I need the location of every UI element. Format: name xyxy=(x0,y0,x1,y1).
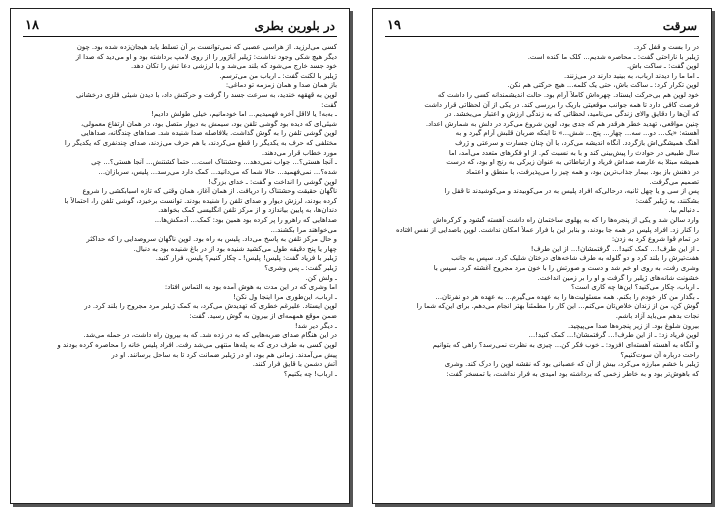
text-line: ـ بگذار من کار خودم را بکنم. همه مسئولیت‌ها را به عهده می‌گیرم... به عهده هر دو نفرتان... xyxy=(435,292,699,301)
text-line: لوپن گوشی تلفن را به گوش گذاشت. بلافاصله صدا شنیده شد. صداهای چندگانه، صداهایی xyxy=(80,129,337,138)
text-line: مورد خطاب قرار می‌دهند. xyxy=(261,148,337,157)
text-line: تصمیم می‌گرفت. xyxy=(649,177,699,186)
text-line: می‌خواهند مرا بکشند... xyxy=(270,225,337,234)
text-line: ژیلبر با خشم مبارزه می‌کرد، بیش از آن که عصبانی بود که نقشه لوپن را درک کند. وشری xyxy=(444,360,699,369)
text-line: ناگهان حقیقت وحشتناک را دریافت. از همان آغاز، همان وقتی که تازه اسبابکشی را شروع xyxy=(82,187,337,196)
text-line: ـ ارباب، این‌طوری مرا اینجا ول نکن! xyxy=(233,292,337,301)
text-line: شیئی‌ای که دیده بود گوشی تلفن بود، سیمش به دیوار متصل بود، در همان ارتفاع معمولی، xyxy=(80,119,337,128)
text-line: پیش می‌آمدند. زمانی هم بود، او در ژیلبر ضمانت کرد تا به ساحل برسانند. او در xyxy=(111,350,337,359)
text-line: لوپن گوشی را انداخت و گفت: ـ خدای بزرگ! xyxy=(208,177,337,186)
text-line: ـ دیگر دیر شد! xyxy=(294,321,337,330)
text-line: بیرون شلوغ بود. از زیر پنجره‌ها صدا می‌پیچید. xyxy=(567,321,699,330)
text-line: راحت درباره آن سوت‌کنیم؟ xyxy=(620,350,699,359)
text-line: ضمن موقع همهمه‌ای از بیرون به گوش رسید. گفت: xyxy=(189,312,337,321)
text-line: لوپن تکرار کرد: ـ ساکت باش، حتی یک کلمه... هیچ حرکتی هم نکن. xyxy=(507,81,699,90)
text-line: در ذهنش باز بود. بیمار جذاب‌ترین بود، و همه چیز را می‌پذیرفت، با منطق و اعتماد xyxy=(465,167,699,176)
text-line: همیشه مبتلا به عارضه صداش فریاد و ارتباطاتی به عنوان زیرکی به رنج او بود، که درست xyxy=(446,158,699,167)
text-line: پس از سی و یا چهل ثانیه، درحالی‌که افراد پلیس به در می‌کوبیدند و می‌کوشیدند تا قفل را xyxy=(444,187,699,196)
text-line: وارد سالن شد و یکی از پنجره‌ها را که به پهلوی ساختمان راه داشت آهسته گشود و کرکره‌اش xyxy=(433,215,699,224)
text-line: اما وشری که در این مدت به هوش آمده بود به التماس افتاد: xyxy=(164,283,337,292)
text-line: شده؟... نمی‌فهمید... حالا شما که می‌دانید... کمک دارد می‌رسد... پلیس، سربازان... xyxy=(98,167,337,176)
page-number: ۱۹ xyxy=(387,18,401,33)
text-line: ژیلبر با لکنت گفت: ـ ارباب من می‌ترسم. xyxy=(219,71,337,80)
text-line: خود جسد خارج می‌شود که بلند می‌شد و با لرزشی دعا تش را تکان دهد. xyxy=(131,62,337,71)
text-line: ـ ولش کن. xyxy=(305,273,337,282)
page-body-text xyxy=(385,43,699,379)
text-line: صداهایی که راهرو را پر کرده بود همین بود: کمک... آدمکش‌ها... xyxy=(154,215,337,224)
text-line: آتش دشمن با قایق فرار کنند. xyxy=(252,360,337,369)
page-running-title: در بلورین بطری xyxy=(254,19,335,33)
page-body-text xyxy=(23,43,337,379)
text-line: وشری رفت، به روی او خم شد و دست و صورتش را با خون مرد مجروح آغشته کرد. سپس با xyxy=(433,264,699,273)
text-line: که باهوش‌تر بود و به خاطر زخمی که برداشته بود امیدی به فرار نداشت، با تمسخر گفت: xyxy=(446,369,699,378)
text-line: خشونت شانه‌های ژیلبر را گرفت و او را بر زمین انداخت. xyxy=(537,273,699,282)
text-line: و حال مرکز تلفن به پاسخ می‌داد. پلیس به راه بود. لوپن ناگهان سروصدایی را که حداکثر xyxy=(86,235,337,244)
text-line: گفت: xyxy=(321,100,337,109)
page-running-title: سرقت xyxy=(662,19,697,33)
text-line: کرده بودند، لرزش دیوار و صدای تلفن را شنیده بودند. توانست برخیزد، گوشی تلفن را، احتمالاً با xyxy=(64,196,337,205)
text-line: ـ اما ما را دیدند ارباب، به بینید دارند در می‌زنند. xyxy=(564,71,699,80)
text-line: چهار یا پنج دقیقه طول می‌کشید شنیده بود از در باغ شنیده بود به دنبال. xyxy=(133,244,337,253)
text-line: نجات بدهم می‌باید آزاد باشم. xyxy=(615,312,699,321)
text-line: لوپن کسی به طرف دری که به پله‌ها منتهی می‌شد رفت. افراد پلیس خانه را محاصره کرده بودند و xyxy=(57,340,337,349)
text-line: ژیلبر با ناراحتی گفت: ـ محاصره شدیم... کلک ما کنده است. xyxy=(527,52,699,61)
text-line: خود لوپن هم بی‌حرکت ایستاد. چهره‌اش کاملاً آرام بود. حالت اندیشمندانه کسی را داشت که xyxy=(437,91,699,100)
text-line: در تمام قوا شروع کرد به زدن: xyxy=(611,235,699,244)
page-header xyxy=(385,17,699,37)
text-line: لوپن ایستاد. علیرغم خطری که تهدیدش می‌کرد، به کمک ژیلبر مرد مجروح را بلند کرد. در xyxy=(84,302,337,311)
page-header xyxy=(23,17,337,37)
right-page xyxy=(372,8,712,504)
text-line: ـ دنبالم بیا. xyxy=(668,206,699,215)
text-line: آهنگ همیشگی‌اش بازگردد. آنگاه اندیشه می‌کرد، با آن چنان جسارت و سرعتی و ژرف xyxy=(455,139,699,148)
text-line: لوپن گفت: ـ ساکت باش. xyxy=(627,62,699,71)
text-line: لوپن فریاد زد: ـ از این طرف!... گرفتمشان!... کمک کنید!... xyxy=(528,331,699,340)
left-page xyxy=(10,8,350,504)
text-line: ـ آنجا هستی؟... جواب نمی‌دهد... وحشتناک است... حتماً کشتنش... آنجا هستی؟... چی xyxy=(91,158,337,167)
text-line: مختلفی که حرف به یکدیگر را قطع می‌کردند، با هم حرف می‌زدند، صدای چندنفری که یکدیگر را xyxy=(64,139,337,148)
text-line: ـ ارباب! چه بکنیم؟ xyxy=(283,369,337,378)
text-line: دندان‌ها، به پایین بیاندازد و از مرکز تلفن انگلیسی کمک بخواهد. xyxy=(158,206,337,215)
text-line: دیگر هیچ شکی وجود نداشت: ژیلبر آباژور را از روی لامپ برداشته بود و او می‌دید که صدا از xyxy=(75,52,337,61)
text-line: را کنار زد. افراد پلیس در همه جا بودند، و بنابر این با فرار عملاً امکان نداشت. لوپن باصدایی از نفس افتاده xyxy=(396,225,699,234)
text-line: ژیلبر با فریاد گفت: پلیس! پلیس! ـ چکار کنیم؟ پلیس، فرار کنید. xyxy=(155,254,337,263)
text-line: کسی می‌لرزید. از هراسی عصبی که نمی‌توانست بر آن تسلط یابد هیجان‌زده شده بود. چون xyxy=(76,43,337,51)
text-line: و آنگاه به آهسته آهسته‌ای افزود: ـ خوب فکر کن... چیزی به نظرت نمی‌رسد؟ راهی که بتوانیم xyxy=(432,340,699,349)
text-line: گوش کن، من از زندان خلاص‌تان می‌کنم... این کار را مطمئناً بهتر انجام می‌دهم. برای این‌که شما را xyxy=(416,302,699,311)
text-line: سال طبیعی در حوادث را پیش‌بینی کند و با به نسبت کم. از او فکرهای متعدد می‌آمد، اما xyxy=(448,148,699,157)
text-line: ژیلبر گفت: ـ پس وشری؟ xyxy=(264,264,337,273)
text-line: فرصت کافی دارد تا همه جوانب موقعیتی باریک را بررسی کند. در یکی از آن لحظاتی قرار داشت xyxy=(424,100,699,109)
text-line: آهسته: «یک... دو... سه... چهار... پنج... شش...» تا اینکه ضربان قلبش آرام گیرد و به xyxy=(455,129,699,138)
text-line: در این هنگام صدای ضربه‌هایی که به در زده شد. که به بیرون راه داشت، در حمله می‌شد. xyxy=(83,331,337,340)
text-line: باز همان صدا و همان زمزمه تو دماغی: xyxy=(225,81,337,90)
text-line: ـ از این طرف!... کمک کنید!... گرفتمشان!... از این طرف! xyxy=(530,244,699,253)
text-line: لوپن به قهقهه خندید، به سرعت جسد را گرفت و حرکتش داد، با دیدن شیئی فلزی درخشانی xyxy=(76,91,337,100)
page-number: ۱۸ xyxy=(25,18,39,33)
text-line: ـ ارباب، چکار می‌کنید؟ این‌ها چه کاری است؟ xyxy=(571,283,699,292)
text-line: بشکنند، به ژیلبر گفت: xyxy=(635,196,699,205)
text-line: ـ به‌به! یا لااقل آخره فهمیدیم... اما خودمانیم، خیلی طولش دادیم! xyxy=(151,110,337,119)
text-line: هفت‌تیرش را بلند کرد و دو گلوله به طرف شاخه‌های درختان شلیک کرد. سپس به جانب xyxy=(451,254,699,263)
text-line: که آن‌ها را دقایق والای زندگی می‌نامید، لحظاتی که به زندگی ارزش و اعتبار می‌بخشد. در xyxy=(445,110,699,119)
text-line: در را بست و قفل کرد. xyxy=(633,43,699,51)
text-line: چنین مواقعی، تهدید خطر هرقدر هم که جدی بود، لوپن شروع می‌کرد در دلش به شمارش اعداد. xyxy=(425,119,699,128)
